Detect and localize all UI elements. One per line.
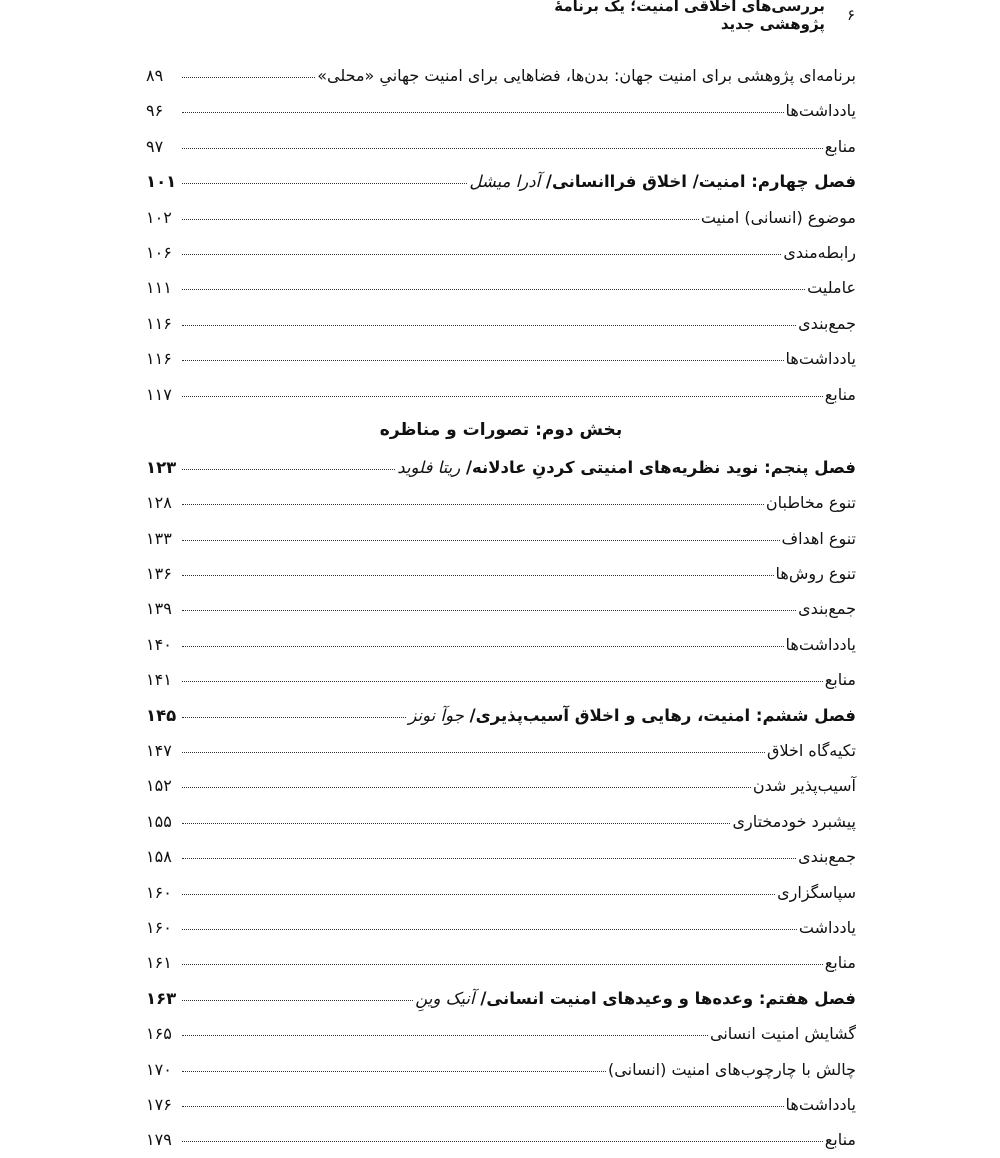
chapter-page: ۱۰۱	[146, 172, 177, 192]
toc-entry-page: ۱۶۰	[146, 917, 172, 937]
toc-entry-page: ۱۱۶	[146, 349, 172, 369]
toc-entry[interactable]	[146, 129, 856, 164]
dot-leader	[182, 858, 796, 859]
toc-entry-title: گشایش امنیت انسانی	[709, 1024, 856, 1044]
dot-leader	[182, 325, 796, 326]
dot-leader	[182, 219, 699, 220]
toc-entry-title: موضوع (انسانی) امنیت	[700, 207, 856, 227]
toc-entry[interactable]	[146, 733, 856, 768]
dot-leader	[182, 77, 315, 78]
dot-leader	[182, 289, 805, 290]
toc-entry[interactable]	[146, 945, 856, 980]
toc-entry-page: ۱۵۸	[146, 847, 172, 867]
chapter-page: ۱۲۳	[146, 457, 177, 477]
toc-entry-title: تنوع اهداف	[781, 528, 856, 548]
toc-entry-page: ۱۱۱	[146, 278, 172, 298]
chapter-author: ریتا فلوید	[397, 457, 461, 477]
toc-entry[interactable]	[146, 556, 856, 591]
toc-chapter-6[interactable]	[146, 698, 856, 733]
chapter-title	[469, 164, 856, 199]
toc-entry-page: ۱۶۰	[146, 882, 172, 902]
toc-entry-page: ۹۷	[146, 136, 164, 156]
toc-entry-title: تنوع روش‌ها	[775, 564, 856, 584]
dot-leader	[182, 823, 730, 824]
chapter-author: آدرا میشل	[469, 172, 541, 192]
toc-entry[interactable]	[146, 270, 856, 305]
chapter-page: ۱۴۵	[146, 705, 177, 725]
dot-leader	[182, 1035, 708, 1036]
header-page-number: ۶	[846, 6, 855, 24]
dot-leader	[182, 717, 406, 718]
toc-entry-page: ۱۶۵	[146, 1024, 172, 1044]
chapter-author: جوآ نونز	[408, 705, 464, 725]
dot-leader	[182, 396, 823, 397]
toc-entry[interactable]	[146, 485, 856, 520]
dot-leader	[182, 610, 796, 611]
dot-leader	[182, 752, 765, 753]
dot-leader	[182, 254, 781, 255]
toc-entry[interactable]	[146, 377, 856, 412]
toc-entry-title: منابع	[824, 953, 856, 973]
dot-leader	[182, 1106, 784, 1107]
chapter-title-text: فصل پنجم: نوید نظریه‌های امنیتی کردنِ عادلانه/	[460, 457, 856, 477]
toc-entry-title: چالش با چارچوب‌های امنیت (انسانی)	[608, 1059, 856, 1079]
toc-entry-title: رابطه‌مندی	[783, 242, 856, 262]
running-header	[505, 0, 855, 33]
dot-leader	[182, 360, 784, 361]
toc-entry[interactable]	[146, 235, 856, 270]
dot-leader	[182, 681, 823, 682]
toc-chapter-5[interactable]	[146, 450, 856, 485]
toc-entry-page: ۱۳۳	[146, 528, 172, 548]
toc-entry-title: جمع‌بندی	[798, 847, 856, 867]
dot-leader	[182, 929, 797, 930]
toc-entry-page: ۱۰۶	[146, 242, 172, 262]
dot-leader	[182, 787, 751, 788]
toc-entry-title: منابع	[824, 670, 856, 690]
table-of-contents	[146, 58, 856, 1158]
toc-entry-title: برنامه‌ای پژوهشی برای امنیت جهان: بدن‌ها، فضاهایی برای امنیت جهانیِ «محلی»	[317, 66, 856, 85]
toc-entry[interactable]	[146, 200, 856, 235]
chapter-page: ۱۶۳	[146, 988, 177, 1008]
toc-entry-title: سپاسگزاری	[777, 882, 856, 902]
toc-entry[interactable]	[146, 1122, 856, 1157]
toc-entry-title: یادداشت‌ها	[785, 634, 856, 654]
toc-entry-page: ۱۷۰	[146, 1059, 172, 1079]
toc-entry-page: ۱۶۱	[146, 953, 172, 973]
toc-entry-page: ۱۵۵	[146, 811, 172, 831]
dot-leader	[182, 1000, 413, 1001]
toc-entry-page: ۱۷۹	[146, 1130, 172, 1150]
toc-entry-title: یادداشت‌ها	[785, 349, 856, 369]
toc-chapter-4[interactable]	[146, 164, 856, 199]
toc-entry[interactable]	[146, 804, 856, 839]
toc-entry[interactable]	[146, 839, 856, 874]
toc-entry-title: پیشبرد خودمختاری	[732, 811, 856, 831]
dot-leader	[182, 964, 823, 965]
toc-entry-title: منابع	[824, 1130, 856, 1150]
toc-entry-title: عاملیت	[807, 278, 856, 298]
toc-entry[interactable]	[146, 521, 856, 556]
toc-entry-page: ۱۰۲	[146, 207, 172, 227]
toc-entry[interactable]	[146, 768, 856, 803]
toc-entry[interactable]	[146, 1052, 856, 1087]
toc-entry-page: ۱۱۶	[146, 313, 172, 333]
dot-leader	[182, 469, 395, 470]
toc-entry[interactable]	[146, 306, 856, 341]
toc-entry-page: ۱۴۱	[146, 670, 172, 690]
toc-entry-title: تنوع مخاطبان	[765, 493, 856, 513]
toc-entry[interactable]	[146, 58, 856, 93]
toc-entry-page: ۱۳۹	[146, 599, 172, 619]
toc-entry[interactable]	[146, 93, 856, 128]
toc-entry-title: یادداشت‌ها	[785, 1094, 856, 1114]
toc-entry-title: منابع	[824, 136, 856, 156]
chapter-title	[415, 981, 856, 1016]
dot-leader	[182, 575, 774, 576]
toc-entry[interactable]	[146, 662, 856, 697]
toc-entry-title: منابع	[824, 384, 856, 404]
toc-entry-page: ۹۶	[146, 101, 164, 121]
dot-leader	[182, 894, 775, 895]
toc-entry-title: جمع‌بندی	[798, 599, 856, 619]
dot-leader	[182, 646, 784, 647]
dot-leader	[182, 1071, 606, 1072]
toc-chapter-7[interactable]	[146, 981, 856, 1016]
chapter-title-text: فصل چهارم: امنیت/ اخلاق فراانسانی/	[540, 172, 856, 192]
toc-entry[interactable]	[146, 1016, 856, 1051]
toc-entry-page: ۱۵۲	[146, 776, 172, 796]
dot-leader	[182, 148, 823, 149]
toc-entry-title: یادداشت‌ها	[785, 101, 856, 121]
toc-entry-title: جمع‌بندی	[798, 313, 856, 333]
toc-entry-title: آسیب‌پذیر شدن	[752, 776, 856, 796]
toc-entry-page: ۱۳۶	[146, 564, 172, 584]
running-title: بررسی‌های اخلاقی امنیت؛ یک برنامهٔ پژوهشی جدید	[554, 0, 825, 33]
chapter-title-text: فصل هفتم: وعده‌ها و وعیدهای امنیت انسانی/	[474, 988, 856, 1008]
chapter-title-text: فصل ششم: امنیت، رهایی و اخلاق آسیب‌پذیری/	[463, 705, 856, 725]
toc-entry-page: ۱۴۷	[146, 741, 172, 761]
toc-entry-page: ۱۴۰	[146, 634, 172, 654]
toc-entry-page: ۱۷۶	[146, 1094, 172, 1114]
toc-entry[interactable]	[146, 341, 856, 376]
toc-entry[interactable]	[146, 627, 856, 662]
toc-entry-page: ۸۹	[146, 66, 164, 85]
dot-leader	[182, 1141, 823, 1142]
toc-entry-page: ۱۲۸	[146, 493, 172, 513]
toc-entry-page: ۱۱۷	[146, 384, 172, 404]
chapter-title	[408, 698, 856, 733]
toc-entry-title: تکیه‌گاه اخلاق	[767, 741, 856, 761]
toc-entry[interactable]	[146, 591, 856, 626]
dot-leader	[182, 112, 784, 113]
toc-entry[interactable]	[146, 910, 856, 945]
chapter-title	[397, 450, 856, 485]
dot-leader	[182, 183, 467, 184]
toc-entry[interactable]	[146, 875, 856, 910]
chapter-author: آنیک وینِ	[415, 988, 475, 1008]
dot-leader	[182, 540, 780, 541]
toc-entry-title: یادداشت	[798, 917, 856, 937]
dot-leader	[182, 504, 764, 505]
toc-entry[interactable]	[146, 1087, 856, 1122]
section-heading: بخش دوم: تصورات و مناظره	[379, 419, 623, 440]
